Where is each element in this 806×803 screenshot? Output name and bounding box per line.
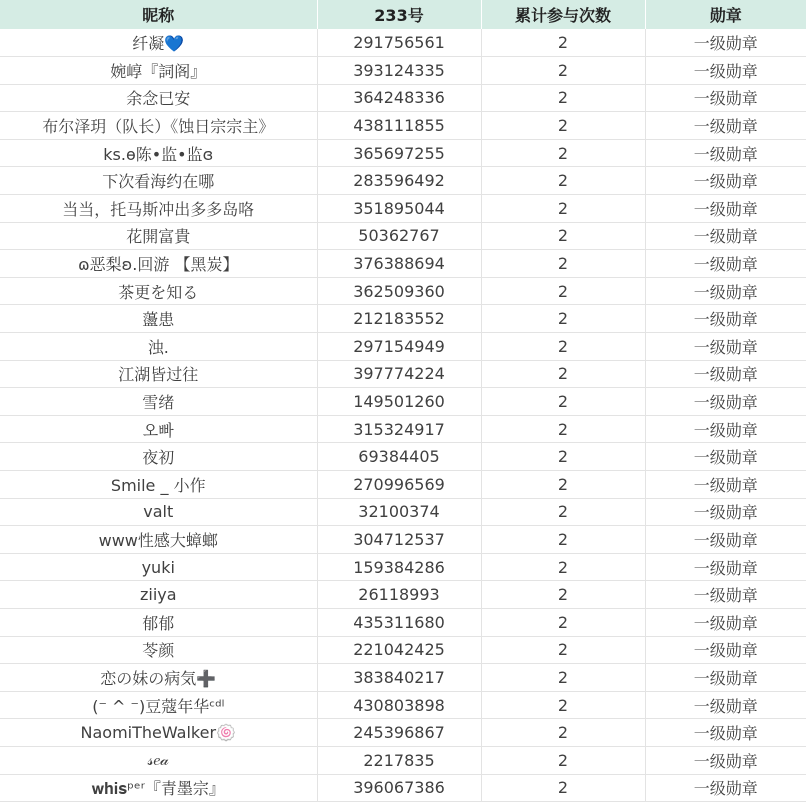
participation-count-cell: 2 — [481, 691, 645, 719]
participation-count-cell: 2 — [481, 277, 645, 305]
medal-cell: 一级勋章 — [645, 774, 806, 802]
medal-cell: 一级勋章 — [645, 167, 806, 195]
participation-count-cell: 2 — [481, 581, 645, 609]
user-id-cell: 212183552 — [317, 305, 481, 333]
user-id-cell: 393124335 — [317, 57, 481, 85]
table-row — [0, 167, 806, 195]
medal-cell: 一级勋章 — [645, 526, 806, 554]
nickname-cell: 余念已安 — [0, 84, 317, 112]
user-id-cell: 69384405 — [317, 443, 481, 471]
nickname-cell: www性感大蟑螂 — [0, 526, 317, 554]
medal-cell: 一级勋章 — [645, 29, 806, 57]
table-row — [0, 250, 806, 278]
participation-count-cell: 2 — [481, 664, 645, 692]
medal-cell: 一级勋章 — [645, 57, 806, 85]
table-row — [0, 29, 806, 57]
medal-cell: 一级勋章 — [645, 664, 806, 692]
participation-count-cell: 2 — [481, 139, 645, 167]
user-id-cell: 365697255 — [317, 139, 481, 167]
table-body — [0, 29, 806, 802]
nickname-cell: 花開富貴 — [0, 222, 317, 250]
user-id-cell: 159384286 — [317, 553, 481, 581]
participation-count-cell: 2 — [481, 167, 645, 195]
user-id-cell: 149501260 — [317, 388, 481, 416]
table-row — [0, 498, 806, 526]
table-row — [0, 305, 806, 333]
medal-cell: 一级勋章 — [645, 333, 806, 361]
table-header — [0, 0, 806, 29]
column-header-nickname: 昵称 — [0, 0, 317, 29]
user-id-cell: 376388694 — [317, 250, 481, 278]
medal-cell: 一级勋章 — [645, 84, 806, 112]
table-row — [0, 277, 806, 305]
nickname-cell: 恋の妹の病気➕ — [0, 664, 317, 692]
header-row — [0, 0, 806, 29]
participation-count-cell: 2 — [481, 250, 645, 278]
nickname-cell: 下次看海约在哪 — [0, 167, 317, 195]
nickname-cell: valt — [0, 498, 317, 526]
user-id-cell: 397774224 — [317, 360, 481, 388]
user-id-cell: 383840217 — [317, 664, 481, 692]
user-id-cell: 270996569 — [317, 471, 481, 499]
table-row — [0, 691, 806, 719]
column-header-medal: 勋章 — [709, 6, 742, 25]
medal-cell: 一级勋章 — [645, 553, 806, 581]
participation-count-cell: 2 — [481, 746, 645, 774]
user-id-cell: 291756561 — [317, 29, 481, 57]
participation-count-cell: 2 — [481, 388, 645, 416]
user-id-cell: 315324917 — [317, 415, 481, 443]
table-row — [0, 57, 806, 85]
participation-count-cell: 2 — [481, 608, 645, 636]
table-row — [0, 112, 806, 140]
table-row — [0, 222, 806, 250]
nickname-cell: 苓颜 — [0, 636, 317, 664]
participation-count-cell: 2 — [481, 360, 645, 388]
user-id-cell: 362509360 — [317, 277, 481, 305]
medal-cell: 一级勋章 — [645, 139, 806, 167]
nickname-cell: NaomiTheWalker🍥 — [0, 719, 317, 747]
medal-cell: 一级勋章 — [645, 636, 806, 664]
table-row — [0, 664, 806, 692]
medal-cell: 一级勋章 — [645, 443, 806, 471]
medal-cell: 一级勋章 — [645, 498, 806, 526]
medal-cell: 一级勋章 — [645, 691, 806, 719]
participation-count-cell: 2 — [481, 305, 645, 333]
medal-cell: 一级勋章 — [645, 277, 806, 305]
user-id-cell: 2217835 — [317, 746, 481, 774]
medal-cell: 一级勋章 — [645, 746, 806, 774]
nickname-cell: 𝓈𝑒𝒶 — [0, 746, 317, 774]
user-id-cell: 245396867 — [317, 719, 481, 747]
table-row — [0, 526, 806, 554]
table-row — [0, 636, 806, 664]
table-row — [0, 195, 806, 223]
participation-count-cell: 2 — [481, 415, 645, 443]
user-id-cell: 438111855 — [317, 112, 481, 140]
nickname-cell: Smile _ 小作 — [0, 471, 317, 499]
participation-count-cell: 2 — [481, 636, 645, 664]
table-row — [0, 719, 806, 747]
participation-count-cell: 2 — [481, 112, 645, 140]
user-id-cell: 283596492 — [317, 167, 481, 195]
table-row — [0, 443, 806, 471]
table-row — [0, 360, 806, 388]
table-row — [0, 746, 806, 774]
participation-count-cell: 2 — [481, 222, 645, 250]
participation-count-cell: 2 — [481, 195, 645, 223]
medal-cell: 一级勋章 — [645, 360, 806, 388]
table-row — [0, 608, 806, 636]
user-id-cell: 435311680 — [317, 608, 481, 636]
nickname-cell: 蘯患 — [0, 305, 317, 333]
medal-cell: 一级勋章 — [645, 719, 806, 747]
medal-cell: 一级勋章 — [645, 305, 806, 333]
user-id-cell: 26118993 — [317, 581, 481, 609]
participation-count-cell: 2 — [481, 498, 645, 526]
table-row — [0, 415, 806, 443]
nickname-cell: 𝐰𝐡𝐢𝐬ᵖᵉʳ『青墨宗』 — [0, 774, 317, 802]
participation-count-cell: 2 — [481, 57, 645, 85]
user-id-cell: 32100374 — [317, 498, 481, 526]
participation-count-cell: 2 — [481, 29, 645, 57]
medal-cell: 一级勋章 — [645, 608, 806, 636]
nickname-cell: 布尔泽玥（队长）《蚀日宗宗主》 — [0, 112, 317, 140]
nickname-cell: (⁻ ^ ⁻)豆蔻年华ᶜᵈˡ — [0, 691, 317, 719]
nickname-cell: yuki — [0, 553, 317, 581]
medal-cell: 一级勋章 — [645, 222, 806, 250]
medal-cell: 一级勋章 — [645, 112, 806, 140]
table-row — [0, 139, 806, 167]
nickname-cell: 雪绪 — [0, 388, 317, 416]
user-id-cell: 396067386 — [317, 774, 481, 802]
user-id-cell: 297154949 — [317, 333, 481, 361]
user-id-cell: 221042425 — [317, 636, 481, 664]
nickname-cell: 当当，托马斯冲出多多岛咯 — [0, 195, 317, 223]
nickname-cell: 夜初 — [0, 443, 317, 471]
nickname-cell: ks.ɵ陈•监•监ɞ — [0, 139, 317, 167]
table-row — [0, 774, 806, 802]
nickname-cell: 婉崞『詞阁』 — [0, 57, 317, 85]
participation-count-cell: 2 — [481, 774, 645, 802]
nickname-cell: 浊. — [0, 333, 317, 361]
table-row — [0, 388, 806, 416]
participation-count-cell: 2 — [481, 471, 645, 499]
participation-count-cell: 2 — [481, 84, 645, 112]
participation-count-cell: 2 — [481, 553, 645, 581]
nickname-cell: 江湖皆过往 — [0, 360, 317, 388]
user-id-cell: 430803898 — [317, 691, 481, 719]
table-row — [0, 581, 806, 609]
participation-count-cell: 2 — [481, 526, 645, 554]
participation-count-cell: 2 — [481, 719, 645, 747]
nickname-cell: ɷ恶梨ʚ.回游 【黑炭】 — [0, 250, 317, 278]
column-header-233-id: 233号 — [317, 0, 481, 29]
user-id-cell: 50362767 — [317, 222, 481, 250]
participation-count-cell: 2 — [481, 443, 645, 471]
table-row — [0, 553, 806, 581]
medal-cell: 一级勋章 — [645, 250, 806, 278]
nickname-cell: 纤凝💙 — [0, 29, 317, 57]
participation-count-cell: 2 — [481, 333, 645, 361]
table-row — [0, 84, 806, 112]
user-id-cell: 351895044 — [317, 195, 481, 223]
nickname-cell: ziiya — [0, 581, 317, 609]
table-row — [0, 333, 806, 361]
nickname-cell: 오빠 — [0, 415, 317, 443]
medal-cell: 一级勋章 — [645, 471, 806, 499]
medal-cell: 一级勋章 — [645, 195, 806, 223]
medal-cell: 一级勋章 — [645, 581, 806, 609]
nickname-cell: 茶更を知る — [0, 277, 317, 305]
table-row — [0, 471, 806, 499]
medal-cell: 一级勋章 — [645, 388, 806, 416]
column-header-participation-count: 累计参与次数 — [481, 0, 645, 29]
user-id-cell: 364248336 — [317, 84, 481, 112]
medal-cell: 一级勋章 — [645, 415, 806, 443]
nickname-cell: 郁郁 — [0, 608, 317, 636]
user-id-cell: 304712537 — [317, 526, 481, 554]
